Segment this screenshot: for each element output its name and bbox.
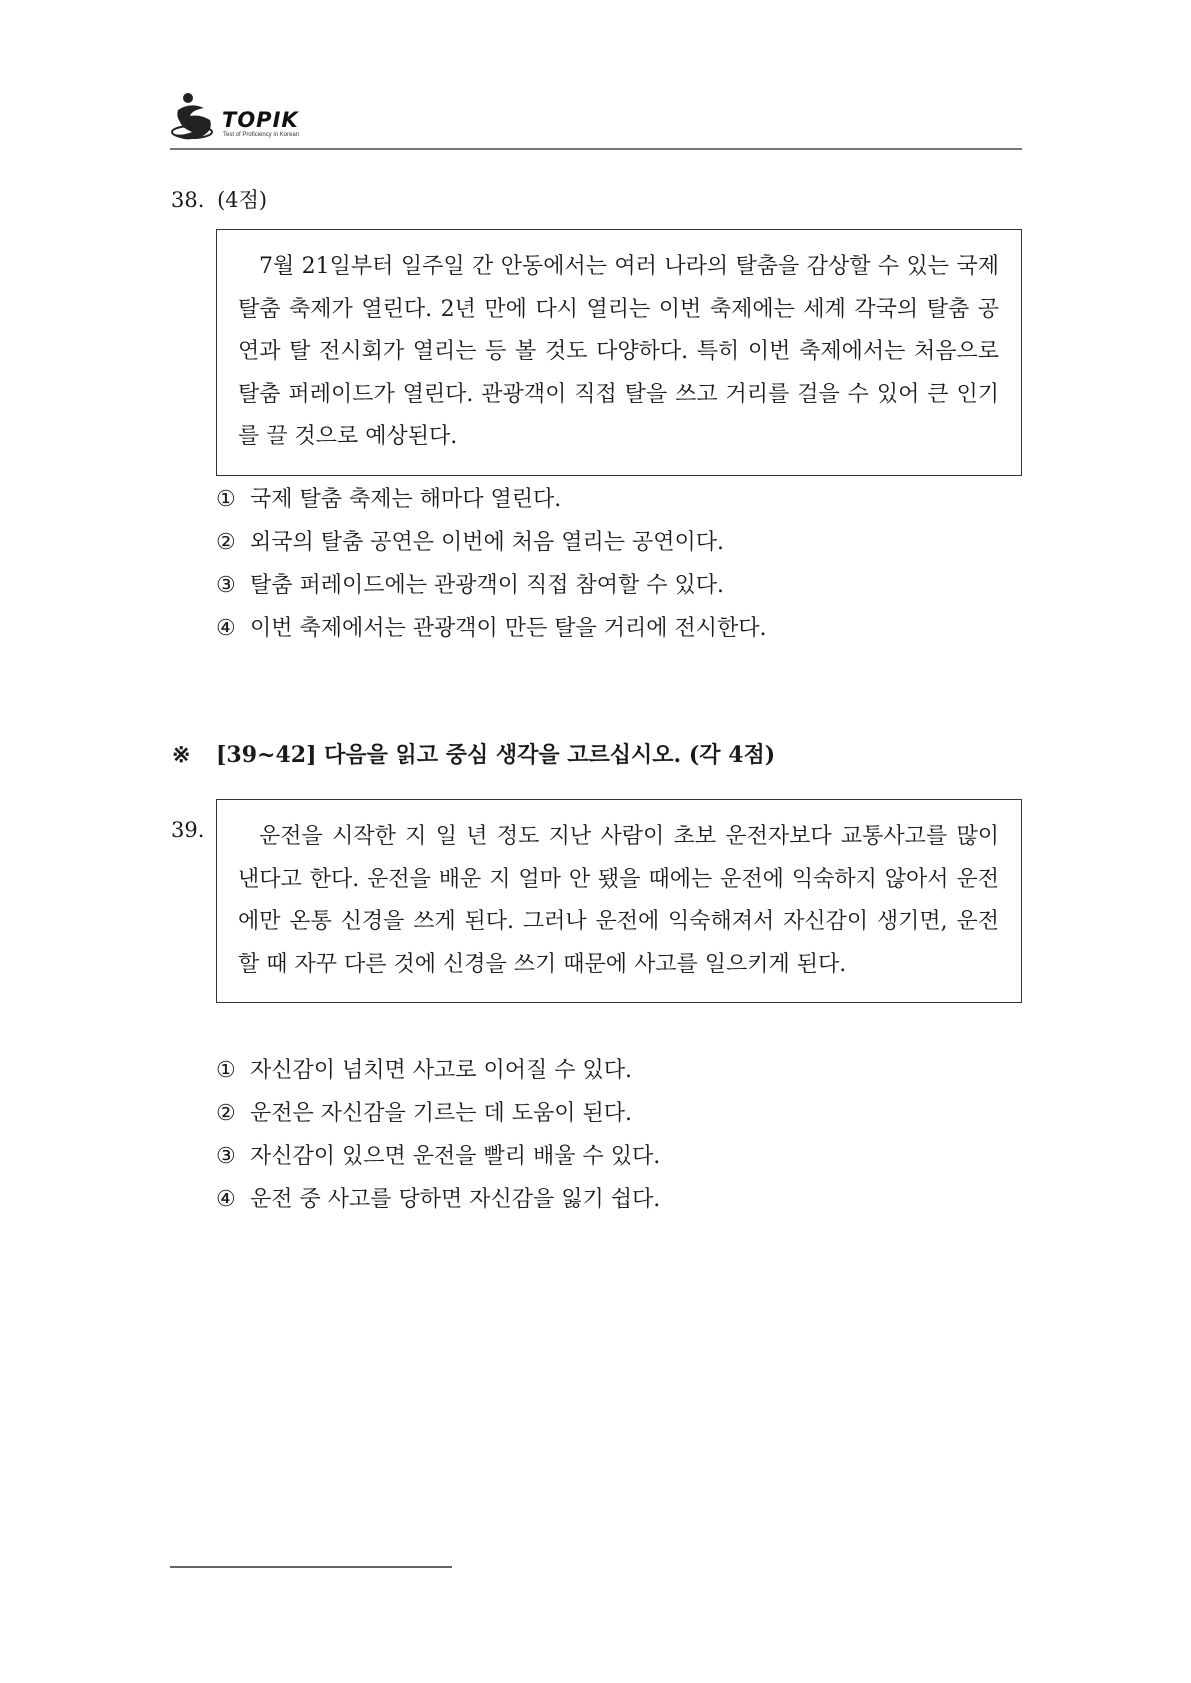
question-38-options — [216, 478, 767, 650]
question-38-passage: 7월 21일부터 일주일 간 안동에서는 여러 나라의 탈춤을 감상할 수 있는 국제 탈춤 축제가 열린다. 2년 만에 다시 열리는 이번 축제에는 세계 각국의 탈춤 공연과 탈 전시회가 열리는 등 볼 것도 다양하다. 특히 이번 축제에서는 처음으로 탈춤 퍼레이드가 열린다. 관광객이 직접 탈을 쓰고 거리를 걸을 수 있어 큰 인기를 끌 것으로 예상된다. — [238, 254, 999, 449]
question-39-passage: 운전을 시작한 지 일 년 정도 지난 사람이 초보 운전자보다 교통사고를 많이 낸다고 한다. 운전을 배운 지 얼마 안 됐을 때에는 운전에 익숙하지 않아서 운전에만 온통 신경을 쓰게 된다. 그러나 운전에 익숙해져서 자신감이 생기면, 운전할 때 자꾸 다른 것에 신경을 쓰기 때문에 사고를 일으키게 된다. — [238, 824, 999, 977]
option-text: 탈춤 퍼레이드에는 관광객이 직접 참여할 수 있다. — [250, 573, 724, 598]
header-divider — [170, 148, 1022, 150]
option-text: 운전 중 사고를 당하면 자신감을 잃기 쉽다. — [250, 1187, 661, 1212]
option-text: 외국의 탈춤 공연은 이번에 처음 열리는 공연이다. — [250, 530, 724, 555]
option-text: 자신감이 있으면 운전을 빨리 배울 수 있다. — [250, 1144, 661, 1169]
question-39-heading — [171, 818, 204, 842]
option-marker: ④ — [216, 616, 236, 641]
reference-mark-icon: ※ — [172, 742, 191, 768]
logo-subtitle: Test of Proficiency in Korean — [223, 132, 300, 138]
logo-wordmark: TOPIK — [222, 108, 299, 132]
section-instruction-text: [39~42] 다음을 읽고 중심 생각을 고르십시오. (각 4점) — [216, 742, 776, 768]
section-instruction — [172, 738, 775, 769]
question-39-options — [216, 1049, 660, 1221]
question-38-heading — [171, 184, 267, 214]
question-39-passage-box — [216, 799, 1022, 1003]
footer-divider — [170, 1566, 452, 1568]
option-text: 운전은 자신감을 기르는 데 도움이 된다. — [250, 1101, 632, 1126]
option-marker: ② — [216, 1101, 236, 1126]
option-marker: ③ — [216, 1144, 236, 1169]
question-38-passage-box — [216, 229, 1022, 476]
option-text: 이번 축제에서는 관광객이 만든 탈을 거리에 전시한다. — [250, 616, 767, 641]
option-text: 자신감이 넘치면 사고로 이어질 수 있다. — [250, 1058, 632, 1083]
topik-logo — [170, 92, 320, 144]
question-38-option-3[interactable] — [216, 564, 767, 607]
topik-emblem-icon — [170, 92, 222, 144]
question-39-option-3[interactable] — [216, 1135, 660, 1178]
question-39-option-2[interactable] — [216, 1092, 660, 1135]
question-38-option-4[interactable] — [216, 607, 767, 650]
question-38-number: 38. — [171, 188, 205, 212]
question-38-points: (4점) — [217, 188, 268, 212]
question-39-option-4[interactable] — [216, 1178, 660, 1221]
option-marker: ① — [216, 487, 236, 512]
option-text: 국제 탈춤 축제는 해마다 열린다. — [250, 487, 562, 512]
question-38-option-1[interactable] — [216, 478, 767, 521]
option-marker: ② — [216, 530, 236, 555]
option-marker: ③ — [216, 573, 236, 598]
option-marker: ④ — [216, 1187, 236, 1212]
option-marker: ① — [216, 1058, 236, 1083]
question-39-option-1[interactable] — [216, 1049, 660, 1092]
question-39-number: 39. — [171, 818, 205, 842]
question-38-option-2[interactable] — [216, 521, 767, 564]
